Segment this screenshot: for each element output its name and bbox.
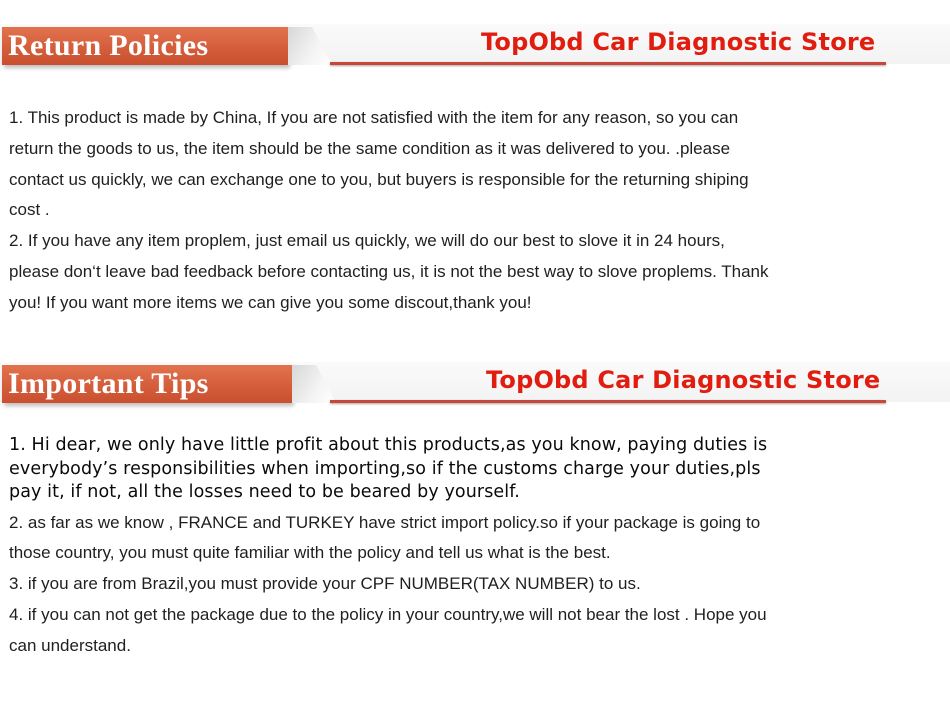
tip-highlight-line: 1. Hi dear, we only have little profit about this products,as you know, paying duties is [9,435,768,455]
important-tips-body [9,434,909,661]
policy-line: contact us quickly, we can exchange one to you, but buyers is responsible for the returning shiping [9,169,749,189]
return-policies-title: Return Policies [2,27,288,65]
policy-line: cost . [9,200,50,220]
return-policies-header [0,24,950,72]
policy-line: you! If you want more items we can give you some discout,thank you! [9,292,532,312]
header-rule-line [330,400,886,403]
important-tips-title: Important Tips [2,365,292,403]
store-name: TopObd Car Diagnostic Store [486,366,881,394]
tip-line: 4. if you can not get the package due to the policy in your country,we will not bear the lost . Hope you [9,604,767,624]
tip-line: 3. if you are from Brazil,you must provide your CPF NUMBER(TAX NUMBER) to us. [9,574,641,594]
policy-line: please don‘t leave bad feedback before contacting us, it is not the best way to slove proplems. Thank [9,261,769,281]
tip-highlight-block [9,434,909,505]
tip-highlight-line: pay it, if not, all the losses need to be beared by yourself. [9,482,520,502]
return-policies-body [9,103,909,319]
policy-line: 1. This product is made by China, If you are not satisfied with the item for any reason, so you can [9,108,739,127]
header-rule-line [330,62,886,65]
policy-line: 2. If you have any item proplem, just email us quickly, we will do our best to slove it in 24 hours, [9,231,725,251]
tip-line: those country, you must quite familiar with the policy and tell us what is the best. [9,543,611,563]
tip-highlight-line: everybody’s responsibilities when importing,so if the customs charge your duties,pls [9,458,761,479]
tip-line: 2. as far as we know , FRANCE and TURKEY have strict import policy.so if your package is going to [9,512,761,532]
policy-line: return the goods to us, the item should be the same condition as it was delivered to you. .please [9,138,731,158]
store-name: TopObd Car Diagnostic Store [481,28,876,56]
tip-lines [9,508,909,662]
important-tips-header [0,362,950,410]
tip-line: can understand. [9,635,131,655]
